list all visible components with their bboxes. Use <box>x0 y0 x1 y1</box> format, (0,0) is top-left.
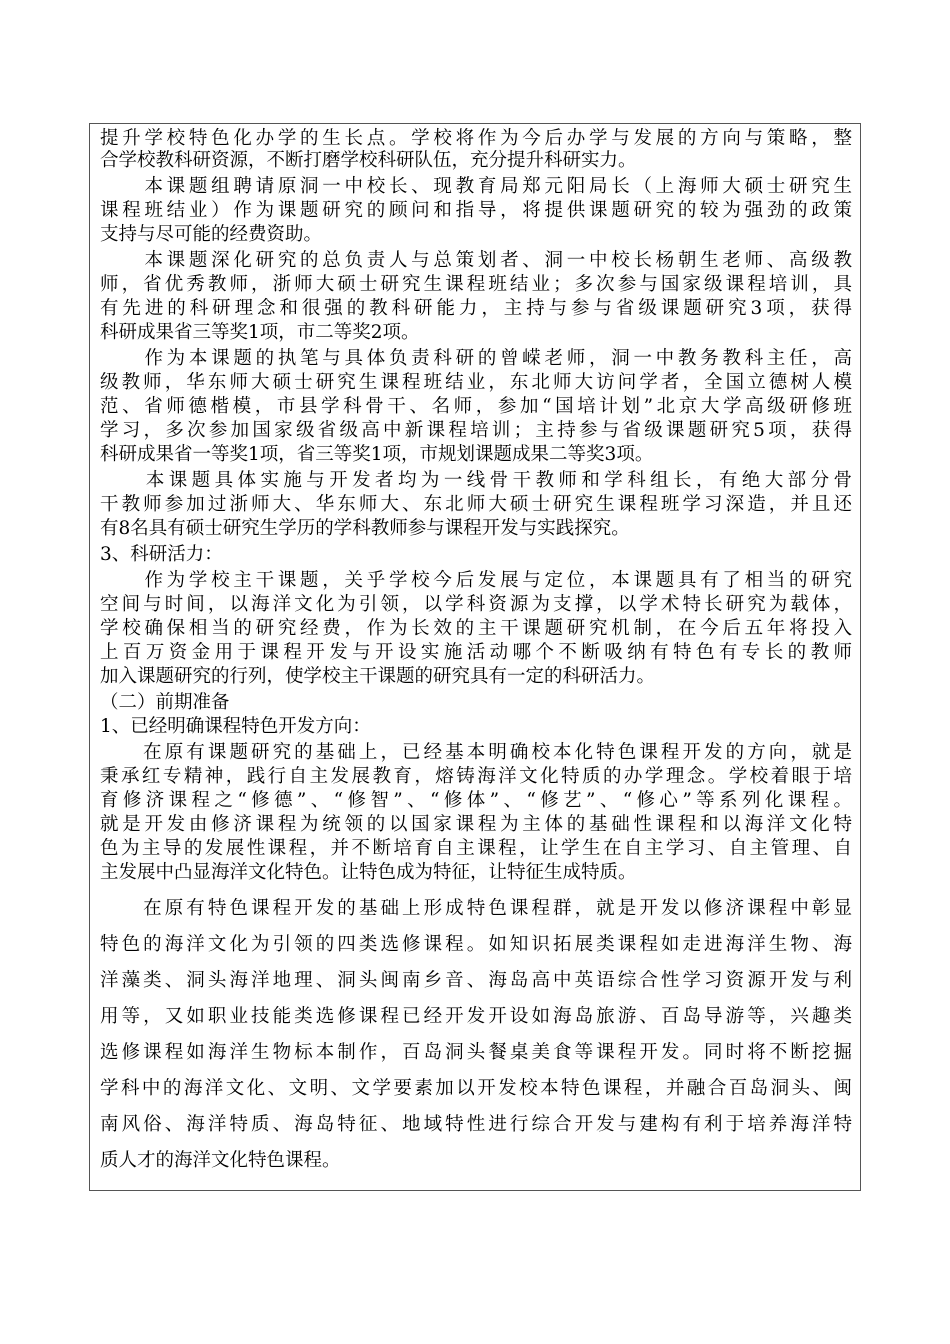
text-line: 本课题组聘请原洞一中校长、现教育局郑元阳局长（上海师大硕士研究生 <box>100 176 852 197</box>
text-line: 育修济课程之“修德”、“修智”、“修体”、“修艺”、“修心”等系列化课程。 <box>100 790 852 811</box>
section-heading: 3、科研活力： <box>100 544 223 565</box>
text-line: 科研成果省一等奖1项，省三等奖1项，市规划课题成果二等奖3项。 <box>100 444 654 465</box>
text-line: 学习，多次参加国家级省级高中新课程培训；主持参与省级课题研究5项，获得 <box>100 420 852 441</box>
text-line: 支持与尽可能的经费资助。 <box>100 224 323 245</box>
text-line: 有先进的科研理念和很强的教科研能力，主持与参与省级课题研究3项，获得 <box>100 298 852 319</box>
text-line: 主发展中凸显海洋文化特色。让特色成为特征，让特征生成特质。 <box>100 862 637 883</box>
text-line: 本课题具体实施与开发者均为一线骨干教师和学科组长，有绝大部分骨 <box>100 470 852 491</box>
section-heading: （二）前期准备 <box>100 692 230 713</box>
text-line: 特色的海洋文化为引领的四类选修课程。如知识拓展类课程如走进海洋生物、海 <box>100 934 852 955</box>
text-line: 学校确保相当的研究经费，作为长效的主干课题研究机制，在今后五年将投入 <box>100 618 852 639</box>
text-line: 在原有课题研究的基础上，已经基本明确校本化特色课程开发的方向，就是 <box>100 742 852 763</box>
text-line: 加入课题研究的行列，使学校主干课题的研究具有一定的科研活力。 <box>100 666 656 687</box>
text-line: 本课题深化研究的总负责人与总策划者、洞一中校长杨朝生老师、高级教 <box>100 250 852 271</box>
text-line: 作为学校主干课题，关乎学校今后发展与定位，本课题具有了相当的研究 <box>100 570 852 591</box>
text-line: 课程班结业）作为课题研究的顾问和指导，将提供课题研究的较为强劲的政策 <box>100 200 852 221</box>
text-line: 合学校教科研资源，不断打磨学校科研队伍，充分提升科研实力。 <box>100 150 637 171</box>
text-line: 干教师参加过浙师大、华东师大、东北师大硕士研究生课程班学习深造，并且还 <box>100 494 852 515</box>
section-heading: 1、已经明确课程特色开发方向： <box>100 716 371 737</box>
text-line: 有8名具有硕士研究生学历的学科教师参与课程开发与实践探究。 <box>100 518 630 539</box>
text-line: 上百万资金用于课程开发与开设实施活动哪个不断吸纳有特色有专长的教师 <box>100 642 852 663</box>
text-line: 秉承红专精神，践行自主发展教育，熔铸海洋文化特质的办学理念。学校着眼于培 <box>100 766 852 787</box>
text-line: 作为本课题的执笔与具体负责科研的曾嵘老师，洞一中教务教科主任，高 <box>100 348 852 369</box>
text-line: 质人才的海洋文化特色课程。 <box>100 1150 341 1171</box>
text-line: 用等，又如职业技能类选修课程已经开发开设如海岛旅游、百岛导游等，兴趣类 <box>100 1006 852 1027</box>
text-line: 在原有特色课程开发的基础上形成特色课程群，就是开发以修济课程中彰显 <box>100 898 852 919</box>
text-line: 级教师，华东师大硕士研究生课程班结业，东北师大访问学者，全国立德树人模 <box>100 372 852 393</box>
text-line: 空间与时间，以海洋文化为引领，以学科资源为支撑，以学术特长研究为载体， <box>100 594 852 615</box>
text-line: 提升学校特色化办学的生长点。学校将作为今后办学与发展的方向与策略，整 <box>100 128 852 149</box>
text-line: 南风俗、海洋特质、海岛特征、地域特性进行综合开发与建构有利于培养海洋特 <box>100 1114 852 1135</box>
text-line: 师，省优秀教师，浙师大硕士研究生课程班结业；多次参与国家级课程培训，具 <box>100 274 852 295</box>
text-line: 色为主导的发展性课程，并不断培育自主课程，让学生在自主学习、自主管理、自 <box>100 838 852 859</box>
text-line: 学科中的海洋文化、文明、文学要素加以开发校本特色课程，并融合百岛洞头、闽 <box>100 1078 852 1099</box>
text-line: 范、省师德楷模，市县学科骨干、名师，参加“国培计划”北京大学高级研修班 <box>100 396 852 417</box>
text-line: 洋藻类、洞头海洋地理、洞头闽南乡音、海岛高中英语综合性学习资源开发与利 <box>100 970 852 991</box>
text-line: 科研成果省三等奖1项，市二等奖2项。 <box>100 322 420 343</box>
text-line: 就是开发由修济课程为统领的以国家课程为主体的基础性课程和以海洋文化特 <box>100 814 852 835</box>
text-line: 选修课程如海洋生物标本制作，百岛洞头餐桌美食等课程开发。同时将不断挖掘 <box>100 1042 852 1063</box>
